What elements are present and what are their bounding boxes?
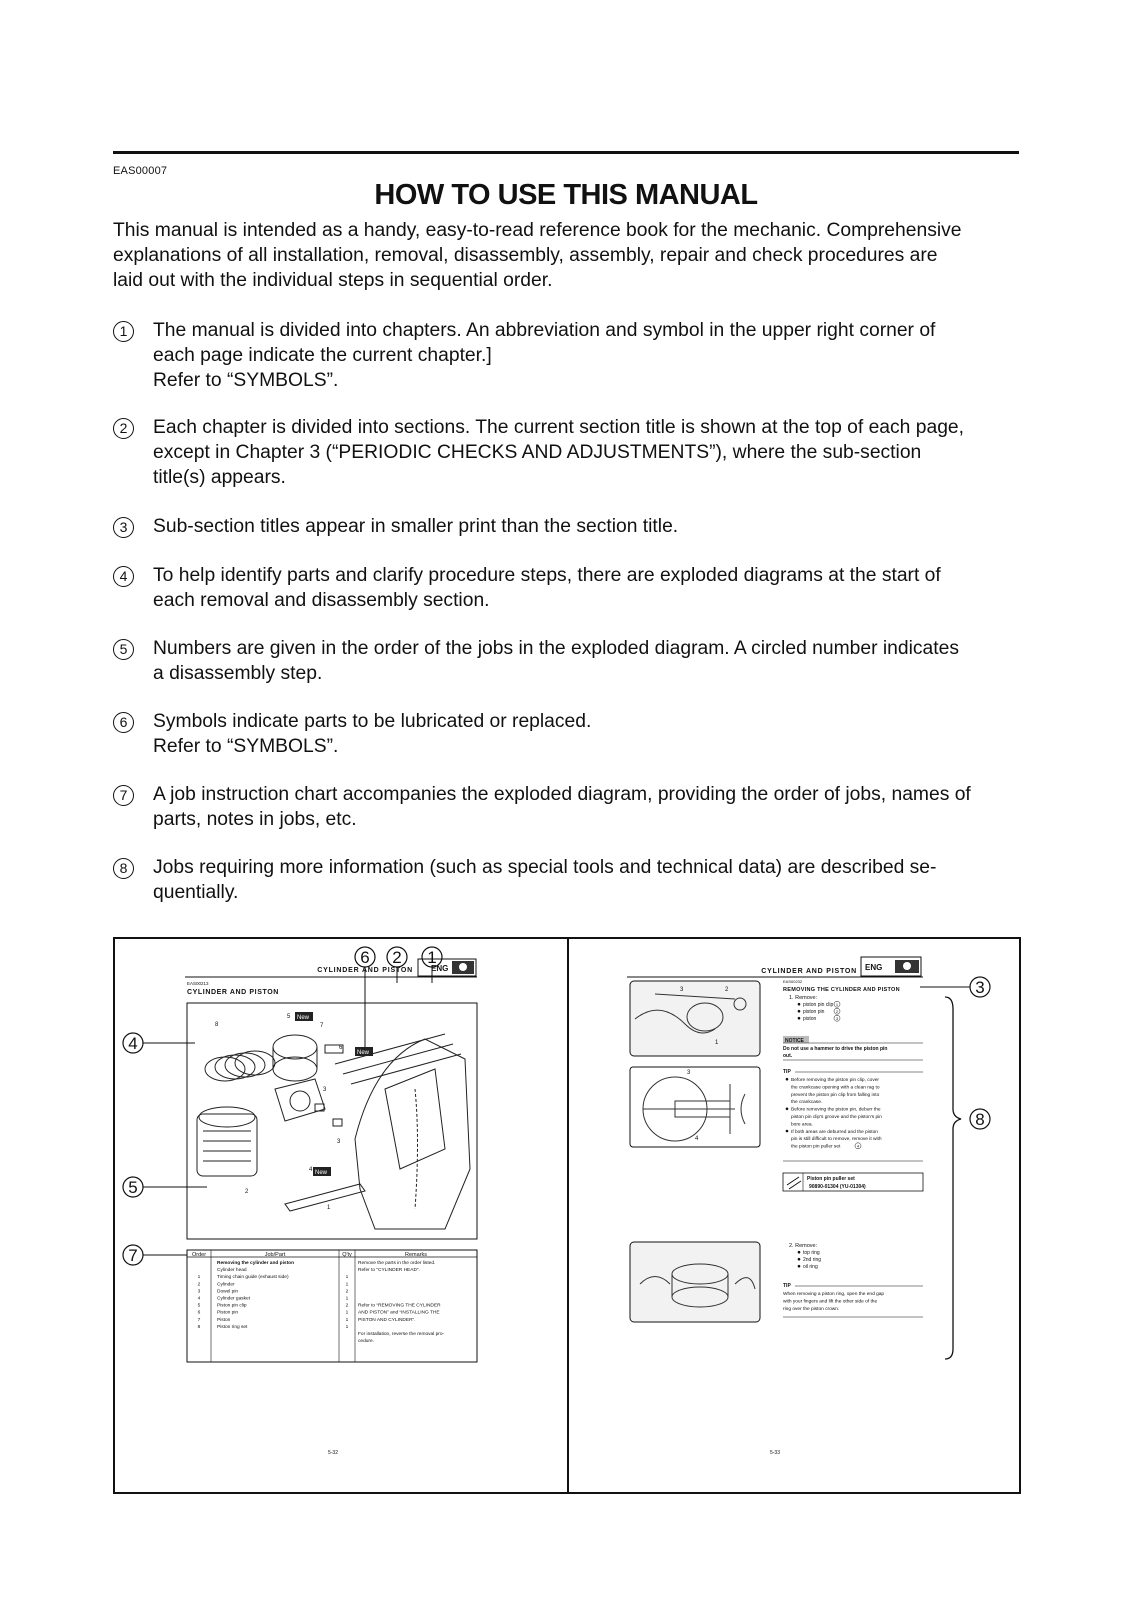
callout-5 — [123, 1177, 143, 1197]
table-cell-remarks: Refer to “REMOVING THE CYLINDER — [358, 1303, 441, 1309]
bullet — [798, 1251, 801, 1254]
exploded-diagram-frame — [187, 1003, 477, 1239]
table-cell-qty: 2 — [345, 1303, 349, 1309]
diagram-pin-puller — [630, 1067, 760, 1147]
illustration-svg — [115, 939, 1019, 1492]
tip1-lines — [786, 1077, 883, 1150]
tip-line: the crankcase opening with a clean rag to — [791, 1085, 880, 1091]
circled-ref-number: 1 — [835, 1002, 839, 1007]
tip-line: ring over the piston crown. — [783, 1306, 840, 1312]
tip-line: piston pin clip's groove and the piston's pin — [791, 1115, 882, 1120]
circled-number: 2 — [113, 418, 134, 439]
tip2-lines — [783, 1291, 884, 1312]
callout-8 — [970, 1109, 990, 1129]
top-rule — [113, 151, 1019, 154]
tip-line: prevent the piston pin clip from falling into — [791, 1092, 880, 1098]
tip-line: bore area. — [791, 1122, 813, 1128]
tip-line: the piston pin puller set — [791, 1144, 841, 1150]
item-line: a disassembly step. — [153, 663, 323, 684]
table-cell-qty: 1 — [345, 1282, 349, 1288]
callout-6 — [355, 947, 375, 967]
intro-paragraph — [113, 218, 1019, 293]
instruction-list — [113, 318, 1019, 905]
table-cell-order: 1 — [197, 1275, 201, 1281]
document-code: EAS00007 — [113, 165, 168, 177]
subsection-title: REMOVING THE CYLINDER AND PISTON — [783, 987, 900, 993]
svg-text:7: 7 — [128, 1246, 138, 1265]
bullet — [786, 1078, 789, 1081]
photo-number: 1 — [715, 1040, 719, 1046]
table-cell-order: 7 — [197, 1317, 201, 1323]
exploded-diagram — [197, 1034, 470, 1229]
item-line: Each chapter is divided into sections. The current section title is shown at the top of each page, — [153, 417, 964, 438]
table-cell-job: Piston pin — [217, 1310, 239, 1316]
right-page-number: 5-33 — [769, 1450, 781, 1456]
callout-7 — [123, 1245, 143, 1265]
item-line: Refer to “SYMBOLS”. — [153, 370, 339, 391]
photo-piston-clip — [630, 981, 760, 1056]
table-cell-order: 2 — [197, 1282, 201, 1288]
svg-text:1: 1 — [427, 948, 437, 967]
callout-3 — [970, 977, 990, 997]
table-cell-order: 8 — [197, 1324, 201, 1330]
tool-icon — [787, 1177, 801, 1189]
table-cell-job: Timing chain guide (exhaust side) — [217, 1275, 289, 1281]
part-number: 8 — [215, 1022, 219, 1028]
left-page-code: EAS00213 — [187, 981, 209, 986]
part-number: 4 — [309, 1167, 313, 1173]
sample-pages-illustration — [113, 937, 1021, 1494]
svg-text:New: New — [357, 1050, 370, 1056]
tip-label: TIP — [783, 1283, 791, 1289]
table-cell-job: Piston ring set — [217, 1324, 248, 1330]
table-cell-qty: 1 — [345, 1296, 349, 1302]
tip-label: TIP — [783, 1069, 791, 1075]
part-number: 6 — [339, 1045, 343, 1051]
chapter-label: ENG — [431, 964, 449, 973]
table-cell-remarks: Refer to “CYLINDER HEAD”. — [358, 1268, 420, 1274]
step-item: piston pin clip — [803, 1002, 834, 1008]
bullet — [798, 1017, 801, 1020]
table-cell-remarks: cedure. — [358, 1339, 374, 1345]
table-cell-job: Cylinder head — [217, 1268, 247, 1274]
part-number: 3 — [337, 1139, 341, 1145]
svg-text:6: 6 — [360, 948, 370, 967]
tool-name: Piston pin puller set — [807, 1176, 855, 1182]
circled-ref-number: 2 — [835, 1009, 839, 1014]
list-item — [113, 563, 1019, 613]
tip-line: If both areas are deburred and the piston — [791, 1129, 878, 1135]
table-cell-remarks: Remove the parts in the order listed. — [358, 1261, 436, 1266]
step2-list — [798, 1250, 822, 1270]
table-cell-qty: 1 — [345, 1275, 349, 1281]
bullet — [786, 1108, 789, 1111]
table-cell-remarks: PISTON AND CYLINDER”. — [358, 1317, 416, 1323]
photo-number: 4 — [695, 1136, 699, 1142]
list-item — [113, 782, 1019, 832]
notice-text: Do not use a hammer to drive the piston pin — [783, 1046, 888, 1052]
table-cell-remarks: For installation, reverse the removal pro- — [358, 1332, 445, 1337]
photo-number: 3 — [680, 987, 684, 993]
part-number: 7 — [320, 1023, 324, 1029]
bullet — [798, 1265, 801, 1268]
table-cell-job: Cylinder — [217, 1282, 235, 1288]
list-item — [113, 636, 1019, 686]
svg-text:New: New — [297, 1015, 310, 1021]
left-page-number: 5-32 — [327, 1450, 339, 1456]
item-line: quentially. — [153, 882, 239, 903]
svg-text:2: 2 — [392, 948, 402, 967]
bullet — [798, 1258, 801, 1261]
table-header: Q'ty — [342, 1252, 352, 1258]
table-cell-job: Piston — [217, 1317, 231, 1323]
circled-number: 4 — [113, 566, 134, 587]
table-cell-order: 6 — [197, 1310, 201, 1316]
list-item — [113, 514, 1019, 539]
intro-line: This manual is intended as a handy, easy-to-read reference book for the mechanic. Comprehensive — [113, 220, 962, 241]
callout-2 — [387, 947, 407, 967]
bullet — [798, 1010, 801, 1013]
step-item: piston pin — [803, 1009, 825, 1015]
item-line: title(s) appears. — [153, 467, 286, 488]
table-header: Order — [191, 1252, 207, 1258]
tool-number: 90890-01304 (YU-01304) — [809, 1184, 866, 1190]
table-cell-order: 3 — [197, 1289, 201, 1295]
photo-number: 2 — [725, 987, 729, 993]
circled-number: 7 — [113, 785, 134, 806]
tip-line: When removing a piston ring, open the end gap — [783, 1292, 885, 1297]
svg-text:4: 4 — [128, 1034, 138, 1053]
tip-line: pin is still difficult to remove, remove it with — [791, 1137, 882, 1143]
item-line: Symbols indicate parts to be lubricated or replaced. — [153, 711, 592, 732]
item-line: Jobs requiring more information (such as special tools and technical data) are described se- — [153, 857, 937, 878]
table-header: Remarks — [404, 1252, 428, 1258]
job-table-rows — [198, 1260, 445, 1344]
svg-text:New: New — [315, 1170, 328, 1176]
table-cell-order: 4 — [197, 1296, 201, 1302]
tip-line: Before removing the piston pin, deburr the — [791, 1107, 881, 1113]
section-brace — [945, 997, 961, 1359]
circled-number: 1 — [113, 321, 134, 342]
item-line: Numbers are given in the order of the jobs in the exploded diagram. A circled number indicates — [153, 638, 959, 659]
step-item: piston — [803, 1016, 817, 1022]
table-cell-qty: 1 — [345, 1317, 349, 1323]
item-line: The manual is divided into chapters. An abbreviation and symbol in the upper right corner of — [153, 320, 936, 341]
notice-text: out. — [783, 1053, 793, 1059]
intro-line: laid out with the individual steps in sequential order. — [113, 270, 553, 291]
photo-number: 3 — [687, 1070, 691, 1076]
item-line: except in Chapter 3 (“PERIODIC CHECKS AND ADJUSTMENTS”), where the sub-section — [153, 442, 922, 463]
item-line: Sub-section titles appear in smaller print than the section title. — [153, 516, 679, 537]
svg-text:5: 5 — [128, 1178, 138, 1197]
tip-line: Before removing the piston pin clip, cover — [791, 1078, 879, 1083]
left-section-title: CYLINDER AND PISTON — [187, 989, 279, 996]
table-cell-job: Piston pin clip — [217, 1303, 247, 1309]
svg-text:8: 8 — [975, 1110, 985, 1129]
list-item — [113, 318, 1019, 393]
photo-piston-rings — [630, 1242, 760, 1322]
step-label: 1. Remove: — [789, 995, 818, 1001]
table-cell-job: Dowel pin — [217, 1289, 239, 1295]
right-page-code: EAS00232 — [783, 979, 803, 984]
table-header: Job/Part — [264, 1252, 286, 1258]
right-page-header: CYLINDER AND PISTON — [761, 968, 857, 975]
table-cell-remarks: AND PISTON” and “INSTALLING THE — [358, 1310, 440, 1316]
table-cell-qty: 1 — [345, 1324, 349, 1330]
step-item: top ring — [803, 1250, 820, 1256]
list-item — [113, 415, 1019, 490]
item-line: each page indicate the current chapter.] — [153, 345, 492, 366]
part-number: 3 — [323, 1087, 327, 1093]
step-label: 2. Remove: — [789, 1243, 818, 1249]
chapter-label: ENG — [865, 963, 883, 972]
part-number: 5 — [287, 1014, 291, 1020]
list-item — [113, 709, 1019, 759]
callout-4 — [123, 1033, 143, 1053]
left-page-header: CYLINDER AND PISTON — [317, 967, 413, 974]
step-item: oil ring — [803, 1264, 818, 1270]
item-line: Refer to “SYMBOLS”. — [153, 736, 339, 757]
item-line: each removal and disassembly section. — [153, 590, 490, 611]
step-item: 2nd ring — [803, 1257, 822, 1263]
svg-text:3: 3 — [975, 978, 985, 997]
table-cell-job: Removing the cylinder and piston — [217, 1261, 295, 1266]
table-cell-job: Cylinder gasket — [217, 1296, 251, 1302]
list-item — [113, 855, 1019, 905]
tip-line: the crankcase. — [791, 1100, 823, 1106]
part-number: 2 — [245, 1189, 249, 1195]
bullet — [786, 1130, 789, 1133]
circled-number: 3 — [113, 517, 134, 538]
circled-number: 6 — [113, 712, 134, 733]
table-cell-qty: 2 — [345, 1289, 349, 1295]
page-title: HOW TO USE THIS MANUAL — [374, 179, 758, 211]
table-cell-qty: 1 — [345, 1310, 349, 1316]
notice-label: NOTICE — [785, 1038, 804, 1044]
circled-ref-number: 3 — [835, 1016, 839, 1021]
circled-ref-number: 4 — [856, 1143, 860, 1149]
item-line: A job instruction chart accompanies the exploded diagram, providing the order of jobs, names of — [153, 784, 971, 805]
step1-list — [798, 1001, 840, 1022]
part-number: 1 — [327, 1205, 331, 1211]
table-cell-order: 5 — [197, 1303, 201, 1309]
item-line: To help identify parts and clarify procedure steps, there are exploded diagrams at the start of — [153, 565, 941, 586]
item-line: parts, notes in jobs, etc. — [153, 809, 357, 830]
bullet — [798, 1003, 801, 1006]
intro-line: explanations of all installation, removal, disassembly, assembly, repair and check procedures are — [113, 245, 938, 266]
circled-number: 5 — [113, 639, 134, 660]
circled-number: 8 — [113, 858, 134, 879]
tip-line: with your fingers and lift the other side of the — [783, 1299, 878, 1305]
